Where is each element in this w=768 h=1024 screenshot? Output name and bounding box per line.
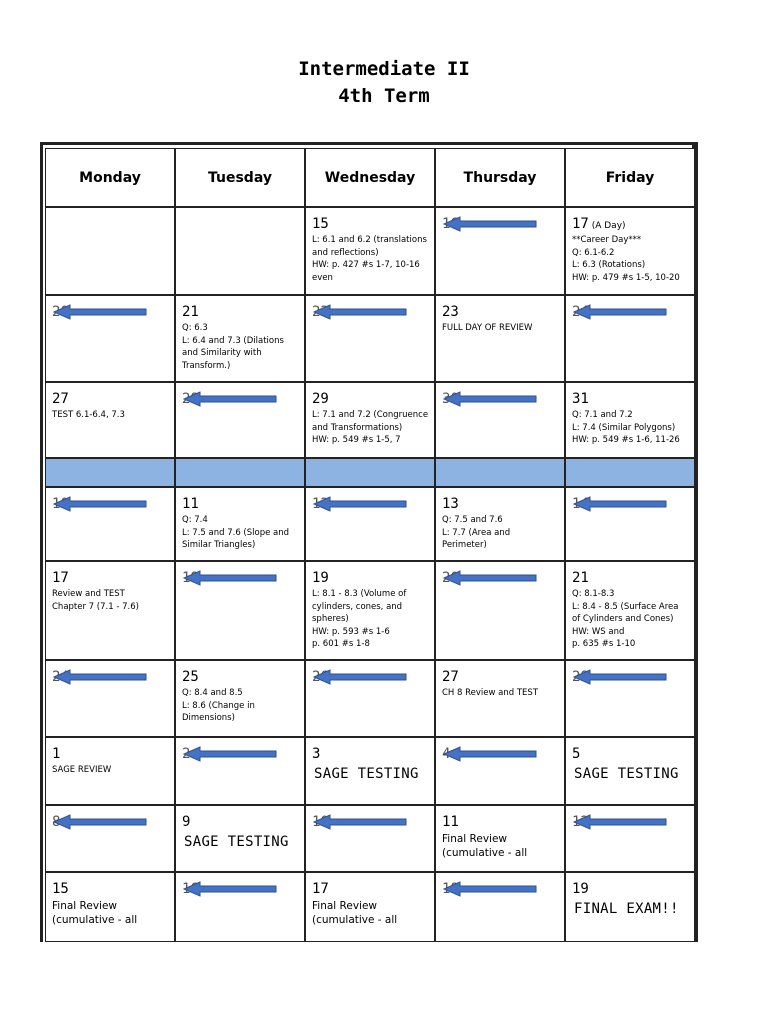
date-number-value: 3 bbox=[312, 746, 321, 762]
date-number bbox=[442, 496, 459, 512]
calendar-cell bbox=[435, 487, 565, 561]
calendar-cell bbox=[305, 295, 435, 382]
date-number-value: 17 bbox=[572, 216, 589, 232]
cell-content: FULL DAY OF REVIEW bbox=[442, 323, 533, 333]
date-number bbox=[52, 881, 69, 897]
day-header-label: Thursday bbox=[463, 169, 537, 186]
cell-content: SAGE REVIEW bbox=[52, 765, 112, 775]
left-arrow-icon bbox=[572, 304, 668, 320]
calendar-cell bbox=[45, 487, 175, 561]
calendar-cell bbox=[175, 805, 305, 872]
calendar-cell bbox=[45, 660, 175, 737]
cell-content: CH 8 Review and TEST bbox=[442, 688, 539, 698]
left-arrow-icon bbox=[572, 669, 668, 685]
calendar-cell bbox=[175, 207, 305, 295]
date-number bbox=[572, 746, 580, 762]
date-number bbox=[52, 570, 69, 586]
date-number-value: 27 bbox=[442, 669, 459, 685]
date-note: (A Day) bbox=[588, 221, 626, 231]
day-header-friday bbox=[565, 148, 695, 207]
doc-title: Intermediate II bbox=[298, 58, 470, 80]
calendar-cell bbox=[175, 737, 305, 805]
left-arrow-icon bbox=[52, 814, 148, 830]
date-number bbox=[182, 496, 199, 512]
day-header-monday bbox=[45, 148, 175, 207]
cell-content: L: 7.1 and 7.2 (Congruence and Transformations) HW: p. 549 #s 1-5, 7 bbox=[312, 410, 429, 445]
date-number-value: 19 bbox=[572, 881, 589, 897]
left-arrow-icon bbox=[182, 391, 278, 407]
cell-content: SAGE TESTING bbox=[314, 766, 419, 782]
break-band-cell bbox=[45, 458, 175, 487]
cell-content: Q: 7.4 L: 7.5 and 7.6 (Slope and Similar Triangles) bbox=[182, 515, 290, 550]
cell-content: Q: 7.5 and 7.6 L: 7.7 (Area and Perimeter) bbox=[442, 515, 511, 550]
calendar-cell bbox=[45, 295, 175, 382]
day-header-label: Friday bbox=[605, 169, 655, 186]
cell-content: Q: 6.3 L: 6.4 and 7.3 (Dilations and Similarity with Transform.) bbox=[182, 323, 284, 371]
cell-content: FINAL EXAM!! bbox=[574, 901, 679, 917]
cell-content: Final Review (cumulative - all bbox=[312, 900, 398, 926]
left-arrow-icon bbox=[52, 496, 148, 512]
date-number-value: 15 bbox=[52, 881, 69, 897]
date-number-value: 17 bbox=[52, 570, 69, 586]
left-arrow-icon bbox=[182, 746, 278, 762]
cell-content: Q: 8.1-8.3 L: 8.4 - 8.5 (Surface Area of Cylinders and Cones) HW: WS and p. 635 #s 1-10 bbox=[572, 589, 679, 649]
cell-content: **Career Day*** Q: 6.1-6.2 L: 6.3 (Rotations) HW: p. 479 #s 1-5, 10-20 bbox=[572, 235, 680, 283]
calendar-cell bbox=[175, 660, 305, 737]
left-arrow-icon bbox=[52, 304, 148, 320]
date-number-value: 25 bbox=[182, 669, 199, 685]
cell-content: Final Review (cumulative - all bbox=[442, 833, 528, 859]
date-number-value: 13 bbox=[442, 496, 459, 512]
day-header-label: Monday bbox=[79, 169, 141, 186]
calendar-cell bbox=[435, 295, 565, 382]
date-number bbox=[182, 814, 190, 830]
left-arrow-icon bbox=[572, 814, 668, 830]
date-number bbox=[52, 391, 69, 407]
calendar-cell bbox=[435, 382, 565, 458]
day-header-label: Wednesday bbox=[324, 169, 416, 186]
cell-content: SAGE TESTING bbox=[184, 834, 289, 850]
left-arrow-icon bbox=[312, 669, 408, 685]
left-arrow-icon bbox=[572, 496, 668, 512]
calendar-cell bbox=[45, 382, 175, 458]
calendar-grid bbox=[40, 142, 698, 942]
cell-content: Review and TEST Chapter 7 (7.1 - 7.6) bbox=[52, 589, 139, 612]
left-arrow-icon bbox=[312, 496, 408, 512]
date-number-value: 17 bbox=[312, 881, 329, 897]
left-arrow-icon bbox=[182, 881, 278, 897]
calendar-cell bbox=[45, 737, 175, 805]
calendar-cell bbox=[565, 295, 695, 382]
date-number bbox=[442, 669, 459, 685]
date-number-value: 15 bbox=[312, 216, 329, 232]
calendar-cell bbox=[565, 561, 695, 660]
left-arrow-icon bbox=[442, 881, 538, 897]
left-arrow-icon bbox=[442, 391, 538, 407]
calendar-cell bbox=[45, 561, 175, 660]
break-band-cell bbox=[175, 458, 305, 487]
day-header-wednesday bbox=[305, 148, 435, 207]
date-number bbox=[442, 304, 459, 320]
cell-content: L: 8.1 - 8.3 (Volume of cylinders, cones, and spheres) HW: p. 593 #s 1-6 p. 601 #s 1-8 bbox=[312, 589, 407, 649]
calendar-cell bbox=[305, 561, 435, 660]
cell-content: SAGE TESTING bbox=[574, 766, 679, 782]
calendar-cell bbox=[435, 207, 565, 295]
date-number-value: 27 bbox=[52, 391, 69, 407]
date-number bbox=[182, 304, 199, 320]
left-arrow-icon bbox=[442, 570, 538, 586]
calendar-cell bbox=[435, 737, 565, 805]
date-number bbox=[312, 391, 329, 407]
calendar-cell bbox=[305, 382, 435, 458]
calendar-cell bbox=[175, 561, 305, 660]
calendar-cell bbox=[565, 872, 695, 942]
cell-content: L: 6.1 and 6.2 (translations and reflections) HW: p. 427 #s 1-7, 10-16 even bbox=[312, 235, 427, 283]
date-number-value: 29 bbox=[312, 391, 329, 407]
calendar-cell bbox=[435, 660, 565, 737]
calendar-cell bbox=[175, 487, 305, 561]
left-arrow-icon bbox=[442, 746, 538, 762]
date-number-value: 19 bbox=[312, 570, 329, 586]
cell-content: TEST 6.1-6.4, 7.3 bbox=[52, 410, 125, 420]
date-number bbox=[182, 669, 199, 685]
day-header-thursday bbox=[435, 148, 565, 207]
doc-subtitle: 4th Term bbox=[338, 85, 430, 107]
calendar-cell bbox=[565, 805, 695, 872]
date-number bbox=[572, 216, 626, 234]
date-number-value: 1 bbox=[52, 746, 61, 762]
calendar-cell bbox=[305, 805, 435, 872]
calendar-cell bbox=[305, 487, 435, 561]
left-arrow-icon bbox=[312, 814, 408, 830]
date-number-value: 21 bbox=[182, 304, 199, 320]
date-number bbox=[572, 881, 589, 897]
date-number-value: 11 bbox=[182, 496, 199, 512]
calendar-cell bbox=[435, 561, 565, 660]
left-arrow-icon bbox=[442, 216, 538, 232]
date-number-value: 5 bbox=[572, 746, 581, 762]
calendar-cell bbox=[45, 872, 175, 942]
calendar-cell bbox=[175, 382, 305, 458]
calendar-cell bbox=[175, 872, 305, 942]
cell-content: Q: 7.1 and 7.2 L: 7.4 (Similar Polygons) HW: p. 549 #s 1-6, 11-26 bbox=[572, 410, 680, 445]
calendar-cell bbox=[435, 872, 565, 942]
date-number-value: 9 bbox=[182, 814, 191, 830]
left-arrow-icon bbox=[52, 669, 148, 685]
date-number-value: 23 bbox=[442, 304, 459, 320]
calendar-cell bbox=[565, 207, 695, 295]
calendar-cell bbox=[565, 382, 695, 458]
calendar-cell bbox=[305, 737, 435, 805]
date-number-value: 31 bbox=[572, 391, 589, 407]
left-arrow-icon bbox=[182, 570, 278, 586]
calendar-cell bbox=[565, 487, 695, 561]
break-band-cell bbox=[435, 458, 565, 487]
break-band-cell bbox=[305, 458, 435, 487]
date-number bbox=[312, 881, 329, 897]
calendar-cell bbox=[45, 207, 175, 295]
break-band-cell bbox=[565, 458, 695, 487]
date-number-value: 21 bbox=[572, 570, 589, 586]
date-number bbox=[442, 814, 459, 830]
date-number bbox=[572, 391, 589, 407]
date-number-value: 11 bbox=[442, 814, 459, 830]
left-arrow-icon bbox=[312, 304, 408, 320]
date-number bbox=[312, 570, 329, 586]
calendar-cell bbox=[305, 872, 435, 942]
date-number bbox=[312, 216, 329, 232]
calendar-cell bbox=[435, 805, 565, 872]
cell-content: Q: 8.4 and 8.5 L: 8.6 (Change in Dimensions) bbox=[182, 688, 255, 723]
calendar-cell bbox=[175, 295, 305, 382]
day-header-label: Tuesday bbox=[208, 169, 272, 186]
cell-content: Final Review (cumulative - all bbox=[52, 900, 138, 926]
calendar-cell bbox=[45, 805, 175, 872]
day-header-tuesday bbox=[175, 148, 305, 207]
date-number bbox=[312, 746, 320, 762]
date-number bbox=[572, 570, 589, 586]
calendar-cell bbox=[305, 207, 435, 295]
date-number bbox=[52, 746, 60, 762]
calendar-cell bbox=[565, 737, 695, 805]
calendar-cell bbox=[305, 660, 435, 737]
calendar-cell bbox=[565, 660, 695, 737]
